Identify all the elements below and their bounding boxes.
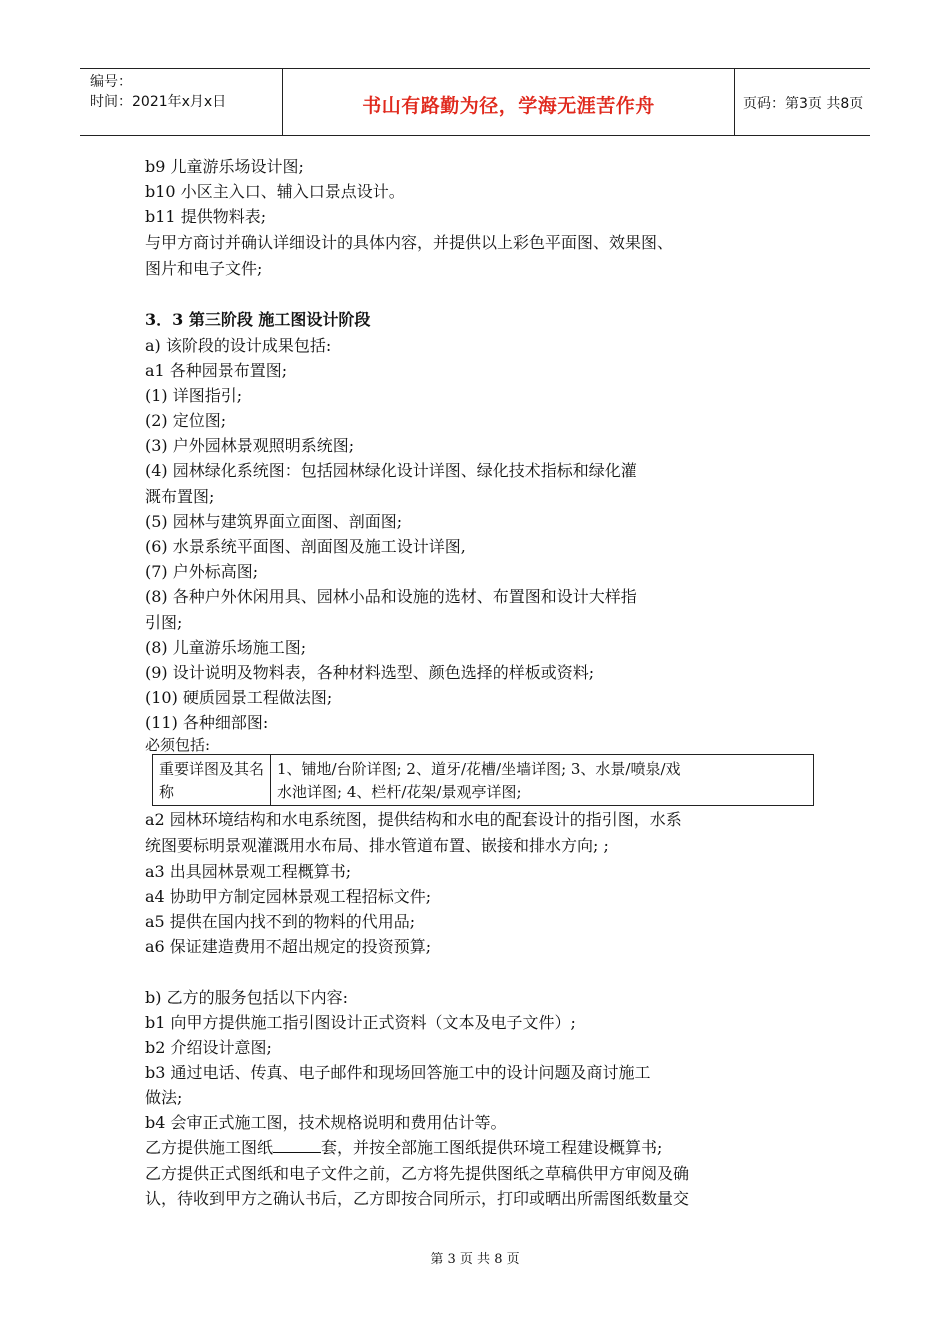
body-line: 统图要标明景观灌溉用水布局、排水管道布置、嵌接和排水方向; ; (145, 836, 609, 855)
blank-para-before: 乙方提供施工图纸 (145, 1138, 274, 1157)
body-line: a5 提供在国内找不到的物料的代用品; (145, 912, 416, 931)
header-motto: 书山有路勤为径，学海无涯苦作舟 (362, 95, 655, 117)
body-line: (5) 园林与建筑界面立面图、剖面图; (145, 512, 403, 531)
body-line: b11 提供物料表; (145, 207, 267, 226)
header-left-cell (80, 69, 283, 135)
body-line: a1 各种园景布置图; (145, 361, 288, 380)
body-line: (6) 水景系统平面图、剖面图及施工设计详图, (145, 537, 466, 556)
body-line: (4) 园林绿化系统图：包括园林绿化设计详图、绿化技术指标和绿化灌 (145, 461, 637, 480)
body-line: 乙方提供正式图纸和电子文件之前，乙方将先提供图纸之草稿供甲方审阅及确 (145, 1164, 690, 1183)
header-motto-cell (283, 69, 735, 135)
body-line: 与甲方商讨并确认详细设计的具体内容，并提供以上彩色平面图、效果图、 (145, 233, 674, 252)
body-line: b4 会审正式施工图，技术规格说明和费用估计等。 (145, 1113, 507, 1132)
header-page-cell (735, 69, 870, 135)
body-line: (8) 儿童游乐场施工图; (145, 638, 307, 657)
body-line: 认，待收到甲方之确认书后，乙方即按合同所示，打印或晒出所需图纸数量交 (145, 1189, 690, 1208)
body-line: (7) 户外标高图; (145, 562, 259, 581)
document-number-label: 编号： (90, 74, 132, 90)
table-content-line: 水池详图; 4、栏杆/花架/景观亭详图; (277, 783, 522, 801)
table-header-cell: 重要详图及其名称 (153, 755, 271, 805)
body-line: b) 乙方的服务包括以下内容: (145, 988, 348, 1007)
page-header (80, 68, 870, 136)
body-line: b9 儿童游乐场设计图; (145, 157, 304, 176)
body-line: (10) 硬质园景工程做法图; (145, 688, 333, 707)
body-line: 图片和电子文件; (145, 259, 263, 278)
body-line: (2) 定位图; (145, 411, 227, 430)
body-line: b1 向甲方提供施工指引图设计正式资料（文本及电子文件）; (145, 1013, 576, 1032)
body-line: 引图; (145, 613, 183, 632)
body-line: b2 介绍设计意图; (145, 1038, 272, 1057)
table-content-cell (271, 755, 813, 805)
body-line: 必须包括: (145, 736, 211, 754)
header-page-code: 页码：第3页 共8页 (743, 96, 864, 112)
body-line: b10 小区主入口、辅入口景点设计。 (145, 182, 405, 201)
section-heading: 3．3 第三阶段 施工图设计阶段 (145, 310, 371, 329)
body-line: a4 协助甲方制定园林景观工程招标文件; (145, 887, 432, 906)
document-date-label: 时间：2021年x月x日 (90, 94, 227, 110)
body-line-with-blank (145, 1136, 662, 1160)
body-line: b3 通过电话、传真、电子邮件和现场回答施工中的设计问题及商讨施工 (145, 1063, 651, 1082)
body-line: (1) 详图指引; (145, 386, 243, 405)
body-line: (8) 各种户外休闲用具、园林小品和设施的选材、布置图和设计大样指 (145, 587, 637, 606)
detail-drawings-table (152, 754, 814, 806)
body-line: a6 保证建造费用不超出规定的投资预算; (145, 937, 432, 956)
body-line: a) 该阶段的设计成果包括: (145, 336, 332, 355)
body-line: a2 园林环境结构和水电系统图，提供结构和水电的配套设计的指引图，水系 (145, 810, 682, 829)
body-line: (11) 各种细部图: (145, 713, 269, 732)
body-line: (9) 设计说明及物料表，各种材料选型、颜色选择的样板或资料; (145, 663, 595, 682)
body-line: 做法; (145, 1088, 183, 1107)
body-line: 溉布置图; (145, 487, 215, 506)
table-content-line: 1、铺地/台阶详图; 2、道牙/花槽/坐墙详图; 3、水景/喷泉/戏 (277, 760, 681, 778)
fill-in-blank (273, 1136, 321, 1153)
blank-para-after: 套，并按全部施工图纸提供环境工程建设概算书; (321, 1138, 663, 1157)
page-footer: 第 3 页 共 8 页 (430, 1252, 520, 1267)
body-line: a3 出具园林景观工程概算书; (145, 862, 352, 881)
body-line: (3) 户外园林景观照明系统图; (145, 436, 355, 455)
